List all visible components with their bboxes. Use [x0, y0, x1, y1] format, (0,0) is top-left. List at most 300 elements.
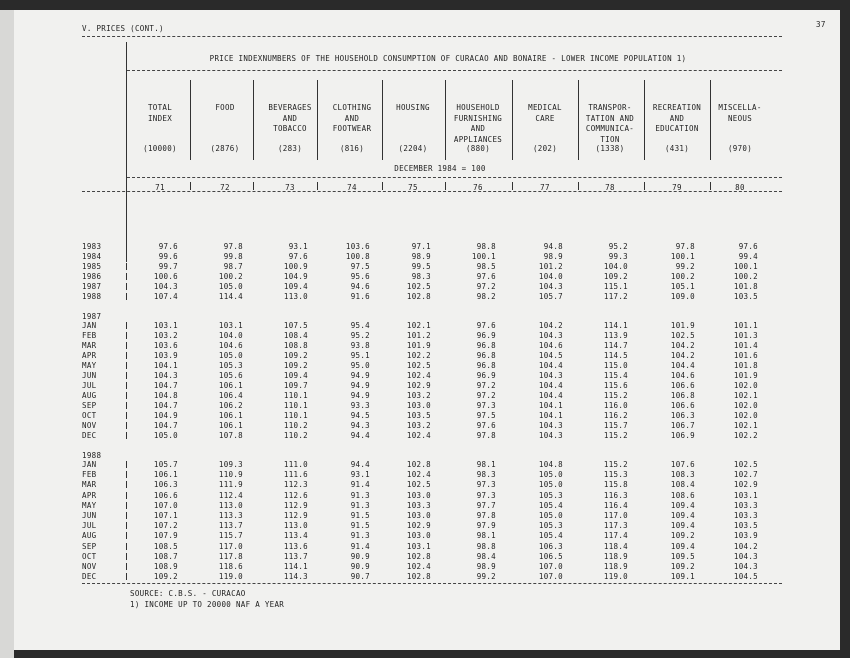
cell-value: 98.3 — [411, 272, 431, 281]
cell-value: 103.0 — [406, 490, 431, 500]
cell-value: 101.9 — [733, 371, 758, 380]
cell-value: 115.2 — [603, 391, 628, 400]
cell-value: 104.8 — [153, 391, 178, 400]
column-divider — [253, 182, 254, 190]
cell-value: 97.5 — [476, 411, 496, 420]
cell-value: 101.3 — [733, 331, 758, 340]
cell-value: 97.7 — [476, 500, 496, 510]
cell-value: 105.3 — [538, 521, 563, 531]
cell-value: 102.5 — [733, 460, 758, 469]
cell-value: 104.3 — [538, 282, 563, 291]
cell-value: 109.2 — [603, 272, 628, 281]
row-label: MAR — [82, 480, 97, 490]
cell-value: 104.7 — [153, 421, 178, 430]
cell-value: 98.8 — [476, 541, 496, 551]
cell-value: 95.6 — [350, 272, 370, 281]
cell-value: 109.2 — [283, 351, 308, 360]
column-divider — [710, 80, 711, 160]
cell-value: 93.8 — [350, 341, 370, 350]
cell-value: 100.2 — [218, 272, 243, 281]
cell-value: 115.0 — [603, 361, 628, 370]
cell-value: 115.4 — [603, 371, 628, 380]
cell-value: 106.8 — [670, 391, 695, 400]
column-header: TRANSPOR- — [588, 103, 632, 112]
cell-value: 104.8 — [538, 460, 563, 469]
year-label: 1988 — [82, 451, 102, 460]
cell-value: 107.4 — [153, 292, 178, 301]
cell-value: 113.0 — [283, 292, 308, 301]
cell-value: 90.7 — [350, 572, 370, 582]
divider — [127, 70, 782, 71]
cell-value: 103.0 — [406, 531, 431, 541]
cell-value: 105.7 — [538, 292, 563, 301]
cell-value: 104.1 — [538, 401, 563, 410]
cell-value: 103.9 — [733, 531, 758, 541]
cell-value: 104.4 — [538, 391, 563, 400]
cell-value: 105.6 — [218, 371, 243, 380]
cell-value: 106.3 — [670, 411, 695, 420]
cell-value: 109.4 — [670, 521, 695, 531]
cell-value: 118.9 — [603, 551, 628, 561]
column-divider — [190, 182, 191, 190]
column-number: 76 — [473, 183, 483, 192]
cell-value: 113.0 — [283, 521, 308, 531]
cell-value: 93.1 — [288, 242, 308, 251]
row-label: JAN — [82, 460, 97, 469]
column-header: CARE — [535, 113, 555, 123]
column-divider — [317, 182, 318, 190]
cell-value: 104.3 — [538, 421, 563, 430]
column-header: INDEX — [147, 113, 173, 123]
cell-value: 97.6 — [476, 272, 496, 281]
column-header: APPLIANCES — [453, 134, 503, 144]
cell-value: 106.3 — [538, 541, 563, 551]
cell-value: 107.0 — [538, 572, 563, 582]
cell-value: 111.9 — [218, 480, 243, 490]
cell-value: 97.6 — [476, 321, 496, 330]
cell-value: 114.4 — [218, 292, 243, 301]
column-header: TION — [600, 134, 620, 144]
cell-value: 100.9 — [283, 262, 308, 271]
column-number: 78 — [605, 183, 615, 192]
cell-value: 113.4 — [283, 531, 308, 541]
cell-value: 113.0 — [218, 500, 243, 510]
cell-value: 100.8 — [345, 252, 370, 261]
row-label: AUG — [82, 531, 97, 541]
cell-value: 114.5 — [603, 351, 628, 360]
cell-value: 101.9 — [670, 321, 695, 330]
cell-value: 103.1 — [218, 321, 243, 330]
cell-value: 117.0 — [603, 511, 628, 520]
cell-value: 97.2 — [476, 391, 496, 400]
cell-value: 96.9 — [476, 371, 496, 380]
column-number: 72 — [220, 183, 230, 192]
cell-value: 103.0 — [406, 511, 431, 520]
cell-value: 106.1 — [218, 421, 243, 430]
row-label: 1983 — [82, 242, 102, 251]
cell-value: 95.1 — [350, 351, 370, 360]
cell-value: 102.9 — [733, 480, 758, 490]
cell-value: 98.7 — [223, 262, 243, 271]
cell-value: 94.9 — [350, 371, 370, 380]
row-label: AUG — [82, 391, 97, 400]
cell-value: 96.8 — [476, 351, 496, 360]
row-label: APR — [82, 490, 97, 500]
cell-value: 115.3 — [603, 470, 628, 480]
cell-value: 104.7 — [153, 401, 178, 410]
cell-value: 103.0 — [406, 401, 431, 410]
cell-value: 98.3 — [476, 470, 496, 480]
cell-value: 108.7 — [153, 551, 178, 561]
cell-value: 101.6 — [733, 351, 758, 360]
cell-value: 110.2 — [283, 421, 308, 430]
cell-value: 94.4 — [350, 431, 370, 440]
cell-value: 91.4 — [350, 480, 370, 490]
cell-value: 95.0 — [350, 361, 370, 370]
column-divider — [644, 182, 645, 190]
cell-value: 102.4 — [406, 470, 431, 480]
cell-value: 110.1 — [283, 391, 308, 400]
column-number: 71 — [155, 183, 165, 192]
cell-value: 97.8 — [223, 242, 243, 251]
cell-value: 116.0 — [603, 401, 628, 410]
cell-value: 107.1 — [153, 511, 178, 520]
base-period: DECEMBER 1984 = 100 — [394, 164, 486, 173]
cell-value: 97.6 — [158, 242, 178, 251]
cell-value: 104.0 — [538, 272, 563, 281]
column-header: NEOUS — [727, 113, 753, 123]
cell-value: 113.6 — [283, 541, 308, 551]
cell-value: 109.4 — [670, 500, 695, 510]
cell-value: 96.9 — [476, 331, 496, 340]
cell-value: 98.9 — [411, 252, 431, 261]
column-divider — [253, 80, 254, 160]
cell-value: 115.2 — [603, 431, 628, 440]
cell-value: 102.4 — [406, 431, 431, 440]
cell-value: 102.5 — [670, 331, 695, 340]
cell-value: 97.8 — [476, 511, 496, 520]
cell-value: 93.1 — [350, 470, 370, 480]
cell-value: 106.5 — [538, 551, 563, 561]
cell-value: 97.1 — [411, 242, 431, 251]
cell-value: 108.4 — [670, 480, 695, 490]
column-header: AND — [669, 113, 685, 123]
cell-value: 104.2 — [670, 341, 695, 350]
cell-value: 99.2 — [675, 262, 695, 271]
divider — [127, 177, 782, 178]
cell-value: 109.2 — [283, 361, 308, 370]
cell-value: 106.6 — [670, 401, 695, 410]
cell-value: 94.4 — [350, 460, 370, 469]
cell-value: 91.6 — [350, 292, 370, 301]
cell-value: 102.9 — [406, 381, 431, 390]
column-header: TOTAL — [147, 103, 173, 112]
column-divider — [578, 182, 579, 190]
cell-value: 107.0 — [153, 500, 178, 510]
cell-value: 97.6 — [738, 242, 758, 251]
row-label: JUL — [82, 381, 97, 390]
cell-value: 100.6 — [153, 272, 178, 281]
cell-value: 102.9 — [406, 521, 431, 531]
cell-value: 93.3 — [350, 401, 370, 410]
year-label: 1987 — [82, 312, 102, 321]
column-header: TOBACCO — [273, 124, 307, 133]
cell-value: 98.5 — [476, 262, 496, 271]
column-header: FURNISHING — [453, 113, 503, 123]
row-label: JAN — [82, 321, 97, 330]
row-label: 1988 — [82, 292, 102, 301]
cell-value: 98.9 — [476, 562, 496, 571]
cell-value: 104.9 — [283, 272, 308, 281]
cell-value: 114.1 — [603, 321, 628, 330]
column-divider — [512, 182, 513, 190]
cell-value: 104.5 — [733, 572, 758, 582]
cell-value: 119.0 — [218, 572, 243, 582]
cell-value: 117.8 — [218, 551, 243, 561]
cell-value: 101.9 — [406, 341, 431, 350]
cell-value: 98.9 — [543, 252, 563, 261]
cell-value: 115.8 — [603, 480, 628, 490]
cell-value: 103.1 — [406, 541, 431, 551]
column-header: AND — [470, 124, 486, 133]
cell-value: 103.2 — [406, 421, 431, 430]
cell-value: 106.1 — [153, 470, 178, 480]
column-divider — [317, 80, 318, 160]
cell-value: 103.3 — [406, 500, 431, 510]
cell-value: 104.3 — [538, 431, 563, 440]
cell-value: 101.1 — [733, 321, 758, 330]
page-number: 37 — [816, 20, 826, 29]
row-label: APR — [82, 351, 97, 360]
cell-value: 99.8 — [223, 252, 243, 261]
cell-value: 99.2 — [476, 572, 496, 582]
cell-value: 100.2 — [670, 272, 695, 281]
cell-value: 111.6 — [283, 470, 308, 480]
column-weight: (10000) — [143, 144, 177, 153]
cell-value: 104.0 — [603, 262, 628, 271]
cell-value: 102.4 — [406, 562, 431, 571]
cell-value: 117.4 — [603, 531, 628, 541]
cell-value: 104.1 — [153, 361, 178, 370]
cell-value: 100.2 — [733, 272, 758, 281]
column-header: MEDICAL — [528, 103, 562, 112]
cell-value: 90.9 — [350, 562, 370, 571]
column-number: 80 — [735, 183, 745, 192]
row-label: 1986 — [82, 272, 102, 281]
column-weight: (202) — [532, 144, 558, 153]
cell-value: 104.5 — [538, 351, 563, 360]
column-header: FOOD — [215, 103, 235, 112]
cell-value: 110.2 — [283, 431, 308, 440]
cell-value: 100.1 — [471, 252, 496, 261]
source-note: SOURCE: C.B.S. - CURACAO — [130, 589, 246, 598]
cell-value: 102.2 — [406, 351, 431, 360]
cell-value: 119.0 — [603, 572, 628, 582]
cell-value: 104.3 — [538, 371, 563, 380]
column-divider — [445, 182, 446, 190]
cell-value: 102.1 — [733, 391, 758, 400]
column-divider — [710, 182, 711, 190]
cell-value: 98.8 — [476, 242, 496, 251]
cell-value: 113.9 — [603, 331, 628, 340]
cell-value: 109.4 — [670, 511, 695, 520]
cell-value: 107.2 — [153, 521, 178, 531]
column-header: FOOTWEAR — [332, 124, 372, 133]
cell-value: 91.5 — [350, 521, 370, 531]
cell-value: 100.1 — [733, 262, 758, 271]
cell-value: 104.2 — [538, 321, 563, 330]
cell-value: 103.6 — [153, 341, 178, 350]
cell-value: 108.4 — [283, 331, 308, 340]
cell-value: 110.9 — [218, 470, 243, 480]
divider — [82, 583, 782, 584]
cell-value: 102.8 — [406, 292, 431, 301]
cell-value: 97.3 — [476, 401, 496, 410]
cell-value: 104.0 — [218, 331, 243, 340]
cell-value: 108.3 — [670, 470, 695, 480]
cell-value: 107.5 — [283, 321, 308, 330]
cell-value: 116.3 — [603, 490, 628, 500]
cell-value: 97.6 — [476, 421, 496, 430]
cell-value: 104.7 — [153, 381, 178, 390]
column-number: 73 — [285, 183, 295, 192]
cell-value: 105.4 — [538, 531, 563, 541]
cell-value: 102.0 — [733, 411, 758, 420]
cell-value: 106.6 — [670, 381, 695, 390]
cell-value: 96.8 — [476, 341, 496, 350]
cell-value: 105.3 — [538, 490, 563, 500]
row-label: JUL — [82, 521, 97, 531]
cell-value: 104.3 — [153, 282, 178, 291]
cell-value: 99.6 — [158, 252, 178, 261]
column-number: 79 — [672, 183, 682, 192]
cell-value: 95.4 — [350, 321, 370, 330]
cell-value: 107.6 — [670, 460, 695, 469]
row-label: JUN — [82, 371, 97, 380]
cell-value: 104.6 — [670, 371, 695, 380]
income-footnote: 1) INCOME UP TO 20000 NAF A YEAR — [130, 600, 285, 609]
column-divider — [445, 80, 446, 160]
cell-value: 106.1 — [218, 381, 243, 390]
cell-value: 102.5 — [406, 282, 431, 291]
column-weight: (970) — [727, 144, 753, 153]
cell-value: 103.9 — [153, 351, 178, 360]
cell-value: 109.2 — [670, 531, 695, 541]
cell-value: 117.0 — [218, 541, 243, 551]
cell-value: 106.3 — [153, 480, 178, 490]
cell-value: 104.6 — [538, 341, 563, 350]
cell-value: 114.1 — [283, 562, 308, 571]
cell-value: 101.8 — [733, 361, 758, 370]
cell-value: 97.2 — [476, 381, 496, 390]
cell-value: 104.4 — [538, 381, 563, 390]
cell-value: 112.3 — [283, 480, 308, 490]
cell-value: 113.7 — [218, 521, 243, 531]
cell-value: 104.3 — [153, 371, 178, 380]
cell-value: 98.4 — [476, 551, 496, 561]
cell-value: 99.4 — [738, 252, 758, 261]
cell-value: 103.3 — [733, 511, 758, 520]
column-divider — [382, 80, 383, 160]
cell-value: 112.6 — [283, 490, 308, 500]
cell-value: 106.6 — [153, 490, 178, 500]
cell-value: 105.7 — [153, 460, 178, 469]
cell-value: 103.6 — [345, 242, 370, 251]
column-weight: (283) — [277, 144, 303, 153]
column-number: 74 — [347, 183, 357, 192]
cell-value: 111.0 — [283, 460, 308, 469]
cell-value: 101.8 — [733, 282, 758, 291]
cell-value: 105.0 — [538, 470, 563, 480]
cell-value: 103.5 — [733, 292, 758, 301]
cell-value: 97.2 — [476, 282, 496, 291]
column-number: 77 — [540, 183, 550, 192]
cell-value: 102.1 — [406, 321, 431, 330]
cell-value: 103.1 — [153, 321, 178, 330]
column-weight: (880) — [465, 144, 491, 153]
book-spine — [0, 10, 14, 658]
column-header: TATION AND — [585, 113, 635, 123]
cell-value: 115.1 — [603, 282, 628, 291]
cell-value: 113.7 — [283, 551, 308, 561]
cell-value: 116.2 — [603, 411, 628, 420]
cell-value: 97.3 — [476, 490, 496, 500]
cell-value: 91.5 — [350, 511, 370, 520]
cell-value: 97.6 — [288, 252, 308, 261]
cell-value: 115.6 — [603, 381, 628, 390]
cell-value: 110.1 — [283, 411, 308, 420]
cell-value: 112.4 — [218, 490, 243, 500]
cell-value: 102.8 — [406, 551, 431, 561]
row-label: NOV — [82, 562, 97, 571]
cell-value: 105.1 — [670, 282, 695, 291]
row-label: FEB — [82, 470, 97, 480]
cell-value: 104.4 — [538, 361, 563, 370]
column-weight: (431) — [664, 144, 690, 153]
cell-value: 104.6 — [218, 341, 243, 350]
cell-value: 94.9 — [350, 391, 370, 400]
stub-divider — [126, 42, 127, 262]
cell-value: 109.3 — [218, 460, 243, 469]
column-header: HOUSING — [396, 103, 430, 112]
cell-value: 109.4 — [283, 371, 308, 380]
cell-value: 104.1 — [538, 411, 563, 420]
cell-value: 104.4 — [670, 361, 695, 370]
cell-value: 104.3 — [733, 562, 758, 571]
column-weight: (2204) — [398, 144, 428, 153]
cell-value: 94.3 — [350, 421, 370, 430]
cell-value: 109.4 — [283, 282, 308, 291]
row-label: MAR — [82, 341, 97, 350]
cell-value: 103.1 — [733, 490, 758, 500]
cell-value: 95.2 — [350, 331, 370, 340]
column-header: EDUCATION — [655, 124, 699, 133]
cell-value: 104.3 — [538, 331, 563, 340]
cell-value: 94.9 — [350, 381, 370, 390]
cell-value: 95.2 — [608, 242, 628, 251]
column-header: MISCELLA- — [718, 103, 762, 112]
cell-value: 109.5 — [670, 551, 695, 561]
row-label: 1987 — [82, 282, 102, 291]
cell-value: 117.3 — [603, 521, 628, 531]
row-label: SEP — [82, 401, 97, 410]
cell-value: 106.2 — [218, 401, 243, 410]
cell-value: 106.7 — [670, 421, 695, 430]
column-weight: (816) — [339, 144, 365, 153]
column-header: AND — [282, 113, 298, 123]
cell-value: 98.1 — [476, 460, 496, 469]
column-header: HOUSEHOLD — [456, 103, 500, 112]
